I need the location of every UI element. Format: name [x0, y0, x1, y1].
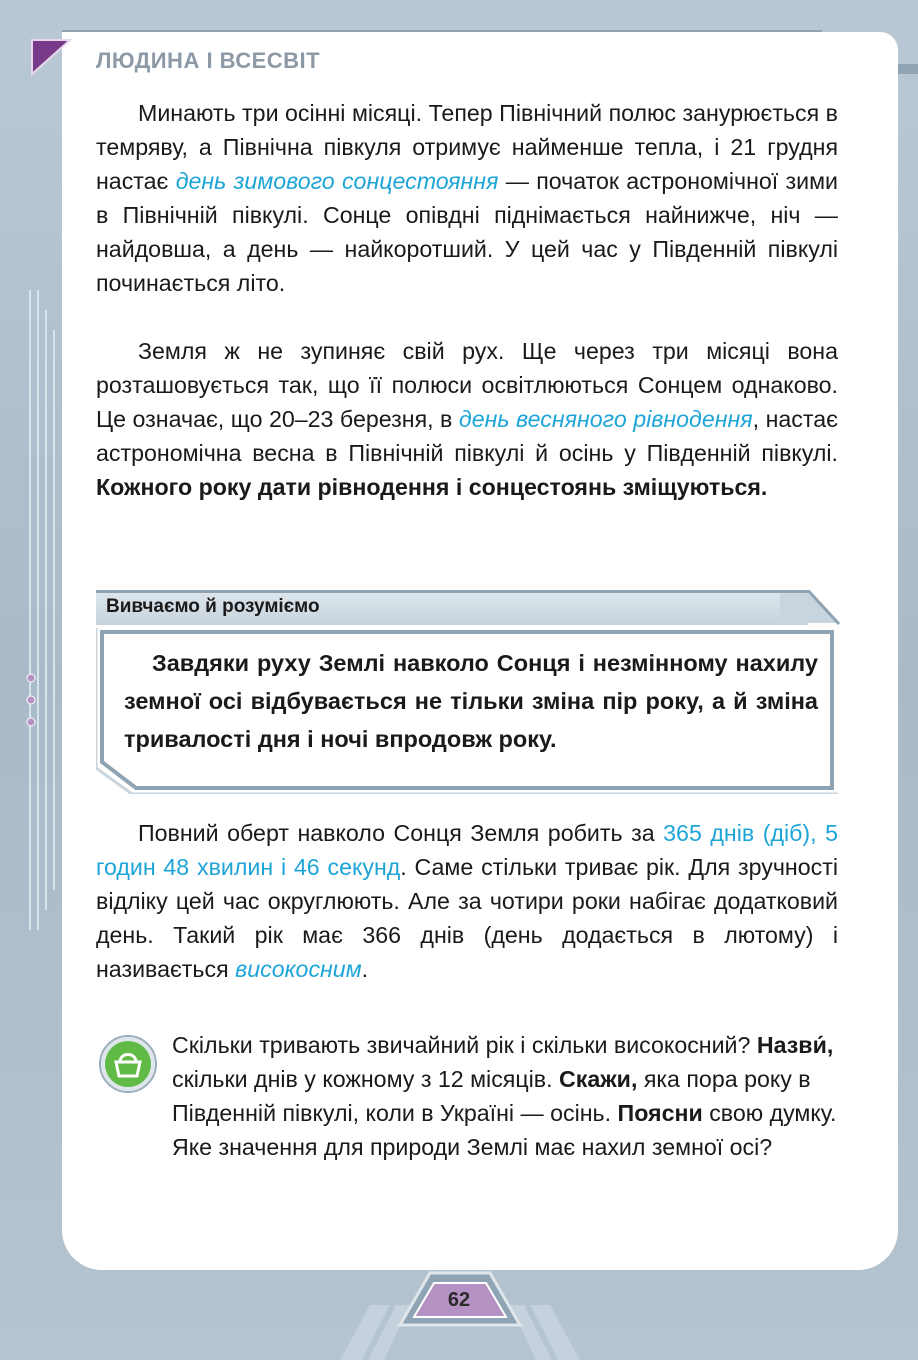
infobox-title: Вивчаємо й розуміємо — [106, 596, 320, 617]
paragraph-year-length: Повний оберт навколо Сонця Земля робить за 365 днів (діб), 5 годин 48 хвилин і 46 секунд. Саме стільки триває рік. Для зручності відліку цей час округлюють. Але за чотири роки набігає додатковий день. Такий рік має 366 днів (день додається в лютому) і називається високосним. — [96, 820, 839, 982]
corner-triangle-icon — [30, 38, 80, 78]
basket-icon — [98, 1034, 158, 1094]
term-winter-solstice: день зимового сонцестояння — [175, 168, 499, 194]
bold-statement: Кожного року дати рівнодення і сонцестоянь зміщуються. — [96, 474, 768, 500]
infobox-header-cap — [780, 590, 840, 625]
term-leap-year: високосним — [235, 956, 362, 982]
term-year-duration: 365 днів (діб), 5 годин 48 хвилин і 46 секунд — [96, 820, 839, 880]
paragraph-equinox: Земля ж не зупиняє свій рух. Ще через три місяці вона розташовується так, що її полюси освітлюються Сонцем однаково. Це означає, що 20–23 березня, в день весняного рівнодення, настає астрономічна весна в Північній півкулі й осінь у Південній півкулі. Кожного року дати рівнодення і сонцестоянь зміщуються. — [96, 338, 838, 500]
page-number: 62 — [447, 1289, 471, 1311]
side-dots-decoration — [26, 672, 36, 732]
paragraph-winter-solstice: Минають три осінні місяці. Тепер Північний полюс занурюється в темряву, а Північна півкуля отримує найменше тепла, і 21 грудня настає день зимового сонцестояння — початок астрономічної зими в Північній півкулі. Сонце опівдні піднімається найнижче, ніч — найдовша, а день — найкоротший. У цей час у Південній півкулі починається літо. — [96, 100, 839, 296]
task-question: Скільки тривають звичайний рік і скільки високосний? Назви́, скільки днів у кожному з 12 місяців. Скажи, яка пора року в Південній півкулі, коли в Україні — осінь. Поясни свою думку. Яке значення для природи Землі має нахил земної осі? — [172, 1032, 837, 1160]
section-title: ЛЮДИНА І ВСЕСВІТ — [96, 48, 321, 73]
side-stripes-decoration — [24, 290, 64, 930]
infobox-text: Завдяки руху Землі навколо Сонця і незмінному нахилу земної осі відбувається не тільки зміна пір року, а й зміна тривалості дня і ночі впродовж року. — [124, 650, 818, 752]
term-spring-equinox: день весняного рівнодення — [458, 406, 753, 432]
